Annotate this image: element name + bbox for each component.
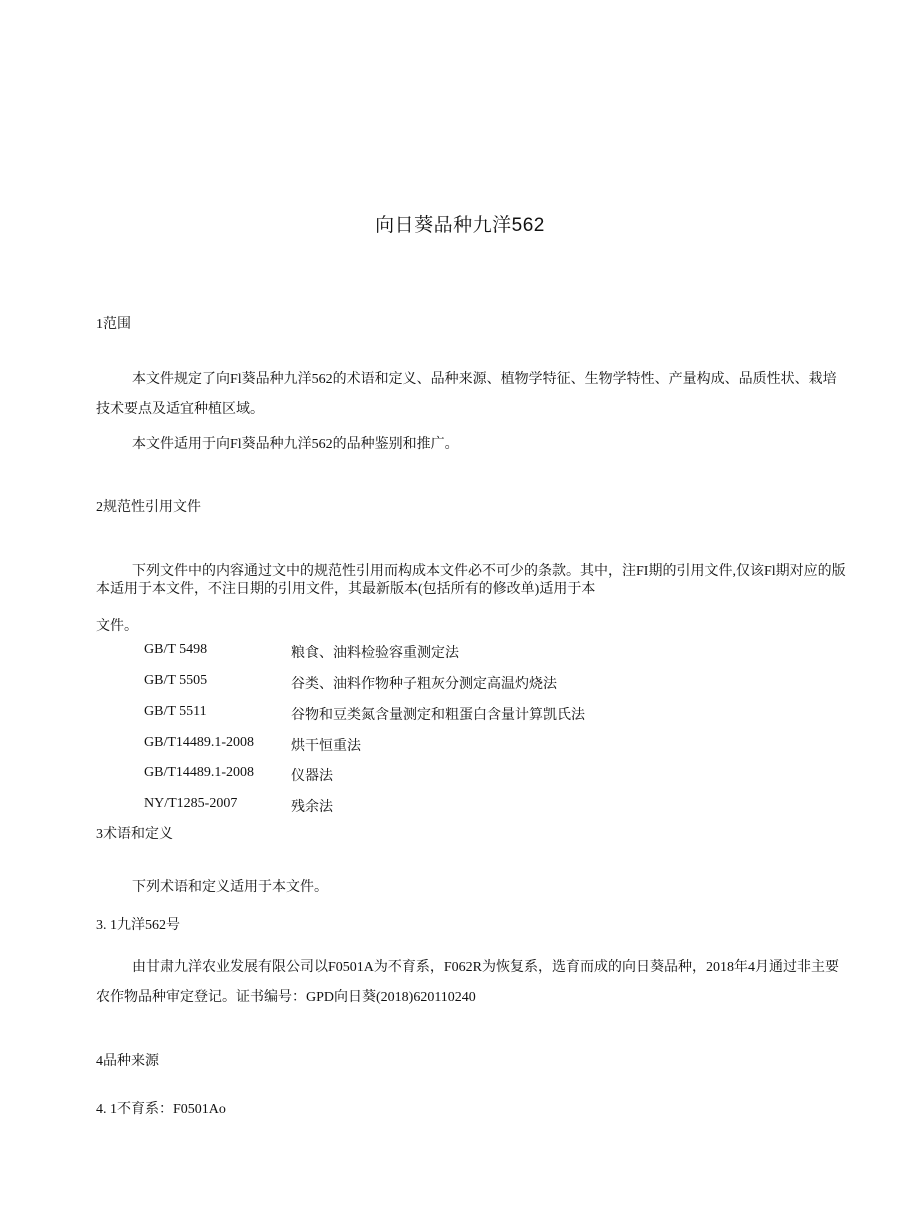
section-2-paragraph-1: 下列文件中的内容通过文中的规范性引用而构成本文件必不可少的条款。其中，注FI期的引用文件,仅该Fl期对应的版本适用于本文件，不注日期的引用文件，其最新版本(包括所有的修改单)适用于本	[96, 564, 846, 597]
section-1-paragraph-2: 本文件适用于向Fl葵品种九洋562的品种鉴别和推广。	[132, 437, 459, 452]
section-1-heading: 1范围	[96, 317, 131, 332]
section-3-paragraph: 下列术语和定义适用于本文件。	[132, 880, 328, 895]
section-2-paragraph-1-tail: 文件。	[96, 619, 138, 634]
section-3-heading: 3术语和定义	[96, 827, 173, 842]
reference-name: 粮食、油料检验容重测定法	[291, 646, 459, 661]
section-1-paragraph-1: 本文件规定了向Fl葵品种九洋562的术语和定义、品种来源、植物学特征、生物学特性、产量构成、品质性状、栽培技术要点及适宜种植区域。	[96, 372, 837, 417]
reference-code: GB/T 5511	[144, 704, 207, 719]
reference-code: NY/T1285-2007	[144, 796, 238, 811]
section-3-1-heading: 3. 1九洋562号	[96, 918, 180, 933]
section-2-heading: 2规范性引用文件	[96, 500, 201, 515]
reference-name: 残余法	[291, 800, 333, 815]
section-3-1-paragraph: 由甘肃九洋农业发展有限公司以F0501A为不育系，F062R为恢复系，选育而成的向日葵品种，2018年4月通过非主要农作物品种审定登记。证书编号：GPD向日葵(2018)620110240	[96, 960, 840, 1005]
reference-name: 烘干恒重法	[291, 739, 361, 754]
reference-name: 谷类、油料作物种子粗灰分测定高温灼烧法	[291, 677, 557, 692]
page-title: 向日葵品种九洋562	[375, 215, 545, 236]
section-4-heading: 4品种来源	[96, 1054, 159, 1069]
section-4-1-heading: 4. 1不育系：F0501Ao	[96, 1102, 226, 1117]
reference-code: GB/T 5498	[144, 642, 208, 657]
reference-name: 谷物和豆类氮含量测定和粗蛋白含量计算凯氏法	[291, 708, 585, 723]
reference-code: GB/T14489.1-2008	[144, 765, 255, 780]
reference-code: GB/T 5505	[144, 673, 208, 688]
reference-name: 仪器法	[291, 769, 333, 784]
reference-code: GB/T14489.1-2008	[144, 735, 255, 750]
